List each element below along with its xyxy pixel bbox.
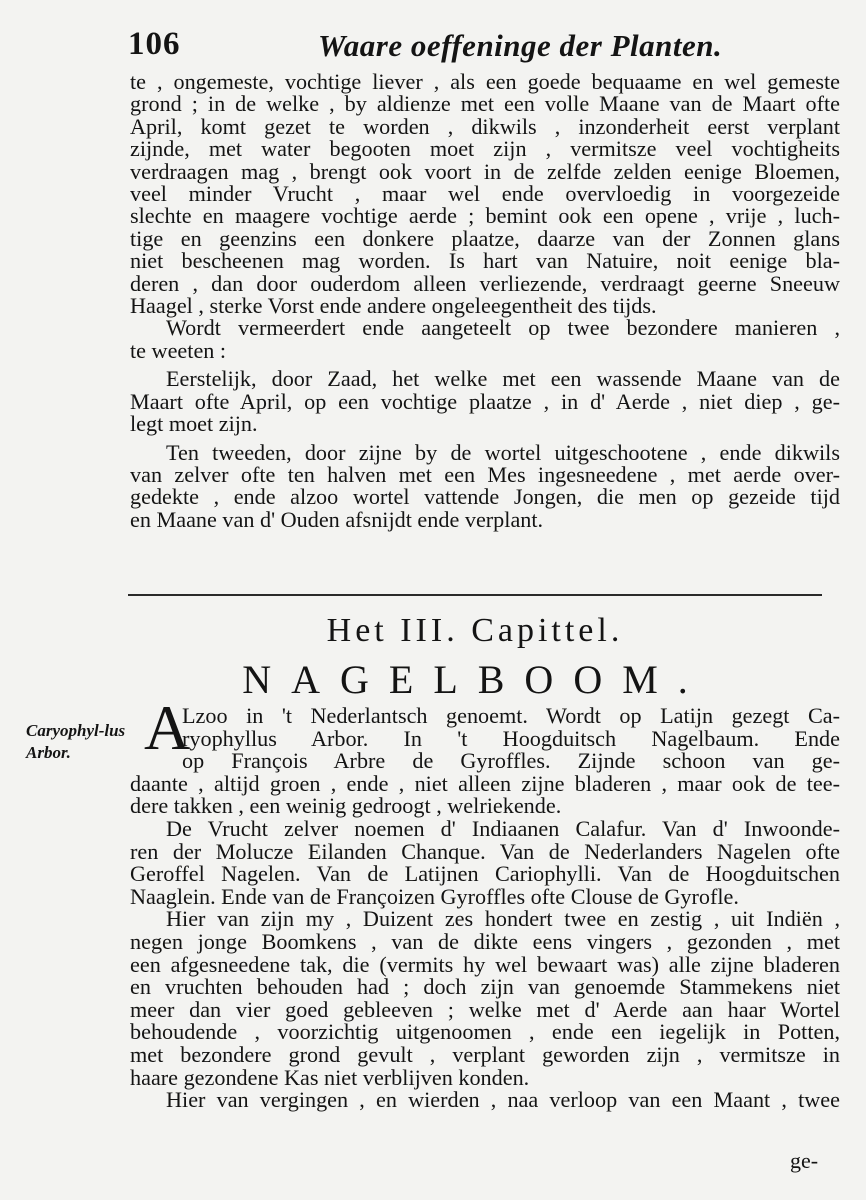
text-line: behoudende , voorzichtig uitgenoomen , ende een iegelijk in Potten, [130,1019,840,1045]
text-line: grond ; in de welke , by aldienze met een volle Maane van de Maart ofte [130,91,840,117]
margin-note: Caryophyl-lus Arbor. [26,721,126,762]
text-line: Hier van zijn my , Duizent zes hondert twee en zestig , uit Indiën , [166,906,840,932]
text-line: Hier van vergingen , en wierden , naa verloop van een Maant , twee [166,1087,840,1113]
text-line: haare gezondene Kas niet verblijven konden. [130,1064,530,1090]
text-line: ren der Molucze Eilanden Chanque. Van de Nederlanders Nagelen ofte [130,838,840,864]
text-block-bottom [130,705,840,1112]
text-line: een afgesneedene tak, die (vermits hy wel bewaart was) alle zijne bladeren [130,951,840,977]
text-line: meer dan vier goed gebleeven ; welke met d' Aerde aan haar Wortel [130,996,840,1022]
text-line: De Vrucht zelver noemen d' Indiaanen Calafur. Van d' Inwoonde- [166,815,840,841]
text-line: negen jonge Boomkens , van de dikte eens vingers , gezonden , met [130,928,840,954]
text-line: Maart ofte April, op een vochtige plaatze , in d' Aerde , niet diep , ge- [130,388,840,414]
running-head [128,26,848,66]
running-title: Waare oeffeninge der Planten. [318,28,723,63]
text-line: Ten tweeden, door zijne by de wortel uitgeschootene , ende dikwils [166,439,840,465]
chapter-heading: Het III. Capittel. [326,612,624,649]
text-line: deren , dan door ouderdom alleen verliezende, verdraagt geerne Sneeuw [130,270,840,296]
text-line: veel minder Vrucht , maar wel ende overvloedig in voorgezeide [130,181,840,207]
text-line: Lzoo in 't Nederlantsch genoemt. Wordt op Latijn gezegt Ca- [182,703,840,728]
text-line: daante , altijd groen , ende , niet alleen zijne bladeren , maar ook de tee- [130,770,840,796]
text-line: van zelver ofte ten halven met een Mes ingesneedene , met aerde over- [130,461,840,487]
text-line: Haagel , sterke Vorst ende andere ongeleegentheit des tijds. [130,293,657,319]
chapter-title: NAGELBOOM. [242,657,708,702]
text-line: slechte en maagere vochtige aerde ; bemint ook een opene , vrije , luch- [130,203,840,229]
catchword: ge- [790,1148,819,1173]
text-line: te weeten : [130,337,227,363]
text-line: April, komt gezet te worden , dikwils , inzonderheit eerst verplant [130,113,840,139]
text-line: zijnde, met water begooten moet zijn , vermitsze veel vochtigheits [130,136,840,162]
page-number: 106 [128,26,181,62]
text-line: verdraagen mag , brengt ook voort in de zelfde zelden eenige Bloemen, [130,158,840,184]
text-line: Eerstelijk, door Zaad, het welke met een wassende Maane van de [166,366,840,392]
drop-cap: A [144,692,191,763]
text-line: legt moet zijn. [130,411,258,437]
text-line: op François Arbre de Gyroffles. Zijnde schoon van ge- [182,748,840,774]
text-line: dere takken , een weinig gedroogt , welriekende. [130,793,562,819]
text-line: Geroffel Nagelen. Van de Latijnen Cariophylli. Van de Hoogduitschen [130,861,840,887]
text-line: Wordt vermeerdert ende aangeteelt op twee bezondere manieren , [166,315,840,341]
text-line: tige en geenzins een donkere plaatze, daarze van der Zonnen glans [130,225,840,251]
text-line: Naaglein. Ende van de Françoizen Gyroffles ofte Clouse de Gyrofle. [130,883,739,909]
text-line: gedekte , ende alzoo wortel vattende Jongen, die men op gezeide tijd [130,484,840,510]
text-line: te , ongemeste, vochtige liever , als een goede bequaame en wel gemeste [130,69,840,94]
text-line: met bezondere grond gevult , verplant geworden zijn , vermitsze in [130,1041,840,1067]
text-line: en vruchten behouden had ; doch zijn van genoemde Stammekens niet [130,974,840,1000]
text-line: en Maane van d' Ouden afsnijdt ende verplant. [130,506,544,532]
text-block-top [130,71,840,531]
text-line: niet bescheenen mag worden. Is hart van Natuire, noit eenige bla- [130,248,840,274]
text-line: ryophyllus Arbor. In 't Hoogduitsch Nagelbaum. Ende [182,725,840,751]
section-divider [128,594,822,596]
